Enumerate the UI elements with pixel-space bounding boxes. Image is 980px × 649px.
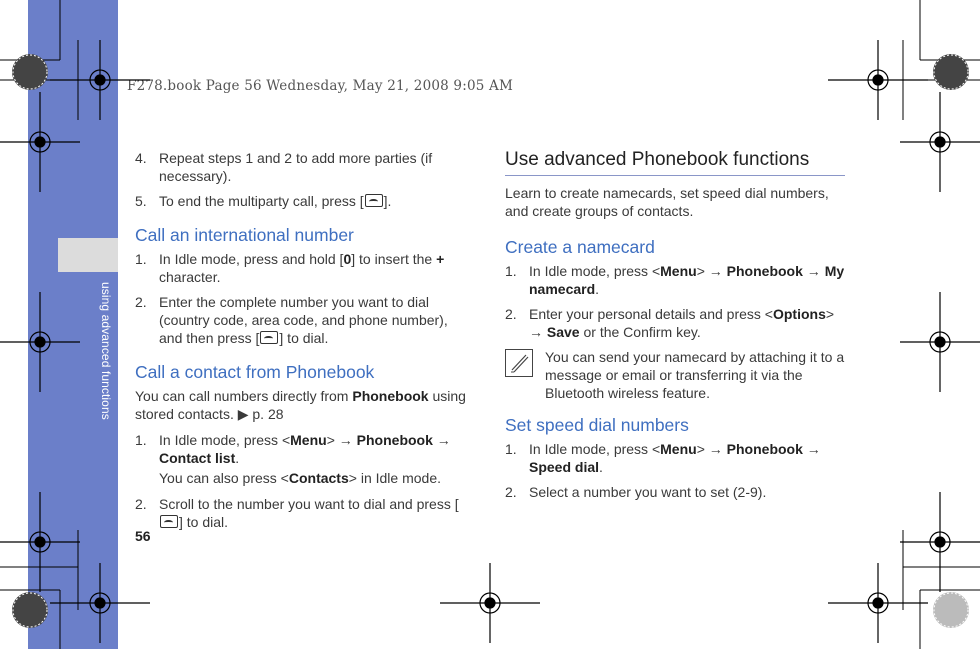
intro-text: Learn to create namecards, set speed dial numbers, and create groups of contacts. — [505, 185, 829, 219]
nc-step-2: 2. Enter your personal details and press <Options> → Save or the Confirm key. — [505, 306, 835, 340]
intl-step-1: 1. In Idle mode, press and hold [0] to insert the + character. — [135, 251, 445, 285]
page-title: Use advanced Phonebook functions — [505, 148, 845, 176]
step-5: 5. To end the multiparty call, press [ ]. — [135, 193, 392, 209]
section-heading-phonebook-call: Call a contact from Phonebook — [135, 362, 375, 382]
page-number: 56 — [135, 528, 151, 544]
end-key-icon — [365, 194, 383, 207]
intl-step-2: 2. Enter the complete number you want to dial (country code, area code, and phone number), and then press [ ] to dial. — [135, 294, 448, 346]
phonebook-intro: You can call numbers directly from Phonebook using stored contacts. ▶ p. 28 — [135, 388, 466, 422]
pb-step-1: 1. In Idle mode, press <Menu> → Phonebook → Contact list. — [135, 432, 451, 466]
pb-step-2: 2. Scroll to the number you want to dial and press [] to dial. — [135, 496, 459, 530]
section-heading-international: Call an international number — [135, 225, 354, 245]
section-heading-namecard: Create a namecard — [505, 237, 655, 257]
section-heading-speed-dial: Set speed dial numbers — [505, 415, 689, 435]
nc-step-1: 1. In Idle mode, press <Menu> → Phonebook → My namecard. — [505, 263, 845, 297]
sd-step-2: 2. Select a number you want to set (2-9). — [505, 484, 767, 500]
note-box: You can send your namecard by attaching it to a message or email or transferring it via the Bluetooth wireless feature. — [505, 348, 845, 402]
sd-step-1: 1. In Idle mode, press <Menu> → Phonebook → Speed dial. — [505, 441, 821, 475]
chapter-label: using advanced functions — [99, 282, 113, 420]
print-header: F278.book Page 56 Wednesday, May 21, 2008 9:05 AM — [127, 78, 514, 94]
dial-key-icon — [260, 331, 278, 344]
right-column — [505, 148, 845, 508]
pb-step-1-note: You can also press <Contacts> in Idle mode. — [159, 470, 441, 486]
note-pencil-icon — [505, 349, 533, 377]
step-4: 4. Repeat steps 1 and 2 to add more parties (if necessary). — [135, 150, 433, 184]
dial-key-icon — [160, 515, 178, 528]
left-column — [135, 149, 470, 538]
